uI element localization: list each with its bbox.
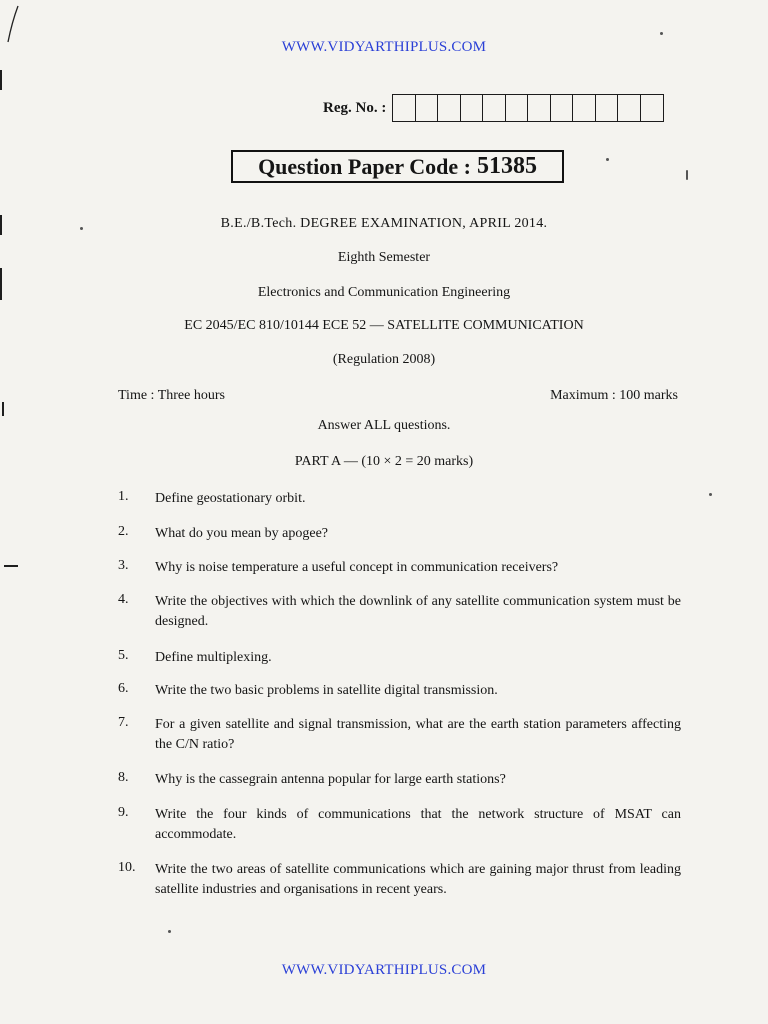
registration-number-row xyxy=(323,94,664,122)
question-number: 1. xyxy=(118,489,129,504)
question-text: Why is noise temperature a useful concept in communication receivers? xyxy=(155,560,559,575)
exam-semester: Eighth Semester xyxy=(337,250,431,265)
scan-speck xyxy=(709,493,712,496)
time-allowed: Time : Three hours xyxy=(118,388,225,403)
question-number: 10. xyxy=(118,860,136,875)
question-text: Define geostationary orbit. xyxy=(155,491,306,506)
exam-regulation: (Regulation 2008) xyxy=(332,352,436,367)
scan-speck xyxy=(660,32,663,35)
exam-course: EC 2045/EC 810/10144 ECE 52 — SATELLITE COMMUNICATION xyxy=(184,318,584,333)
question-paper-code-number: 51385 xyxy=(476,153,537,179)
question-text: Write the two areas of satellite communications which are gaining major thrust from leading satellite industries and organisations in recent years. xyxy=(155,862,681,897)
question-text: For a given satellite and signal transmission, what are the earth station parameters affecting the C/N ratio? xyxy=(155,717,681,752)
question-text: Why is the cassegrain antenna popular for large earth stations? xyxy=(155,772,506,787)
question-number: 9. xyxy=(118,805,129,820)
question-number: 7. xyxy=(118,715,129,730)
reg-no-digit-box[interactable] xyxy=(528,95,551,121)
reg-no-digit-box[interactable] xyxy=(596,95,619,121)
reg-no-digit-box[interactable] xyxy=(416,95,439,121)
question-number: 8. xyxy=(118,770,129,785)
reg-no-digit-box[interactable] xyxy=(551,95,574,121)
reg-no-digit-box[interactable] xyxy=(438,95,461,121)
scan-edge-mark xyxy=(2,402,4,416)
reg-no-digit-box[interactable] xyxy=(641,95,664,121)
question-number: 5. xyxy=(118,648,129,663)
question-paper-code-label: Question Paper Code : xyxy=(258,153,471,179)
reg-no-boxes xyxy=(392,94,664,122)
question-text: Write the two basic problems in satellite digital transmission. xyxy=(155,683,498,698)
question-text: Write the objectives with which the downlink of any satellite communication system must be designed. xyxy=(155,594,681,629)
reg-no-label: Reg. No. : xyxy=(323,99,387,116)
question-text: Define multiplexing. xyxy=(155,650,272,665)
scan-speck xyxy=(168,930,171,933)
scan-speck xyxy=(606,158,609,161)
question-text: What do you mean by apogee? xyxy=(155,526,328,541)
question-number: 4. xyxy=(118,592,129,607)
reg-no-digit-box[interactable] xyxy=(483,95,506,121)
scan-speck xyxy=(686,170,688,180)
instructions: Answer ALL questions. xyxy=(317,418,451,433)
exam-title: B.E./B.Tech. DEGREE EXAMINATION, APRIL 2014. xyxy=(220,216,548,231)
exam-department: Electronics and Communication Engineering xyxy=(257,285,511,300)
header-website-link[interactable]: WWW.VIDYARTHIPLUS.COM xyxy=(281,39,487,55)
reg-no-digit-box[interactable] xyxy=(461,95,484,121)
scan-edge-mark xyxy=(4,565,18,567)
question-paper-code-box xyxy=(231,150,564,183)
question-text: Write the four kinds of communications that the network structure of MSAT can accommodate. xyxy=(155,807,681,842)
maximum-marks: Maximum : 100 marks xyxy=(550,388,678,403)
reg-no-digit-box[interactable] xyxy=(618,95,641,121)
footer-website-link[interactable]: WWW.VIDYARTHIPLUS.COM xyxy=(281,962,487,978)
question-number: 3. xyxy=(118,558,129,573)
part-a-title: PART A — (10 × 2 = 20 marks) xyxy=(294,454,474,469)
question-number: 2. xyxy=(118,524,129,539)
reg-no-digit-box[interactable] xyxy=(393,95,416,121)
scan-artifact-mark xyxy=(4,4,28,44)
reg-no-digit-box[interactable] xyxy=(573,95,596,121)
reg-no-digit-box[interactable] xyxy=(506,95,529,121)
scan-edge-mark xyxy=(0,70,2,90)
question-number: 6. xyxy=(118,681,129,696)
